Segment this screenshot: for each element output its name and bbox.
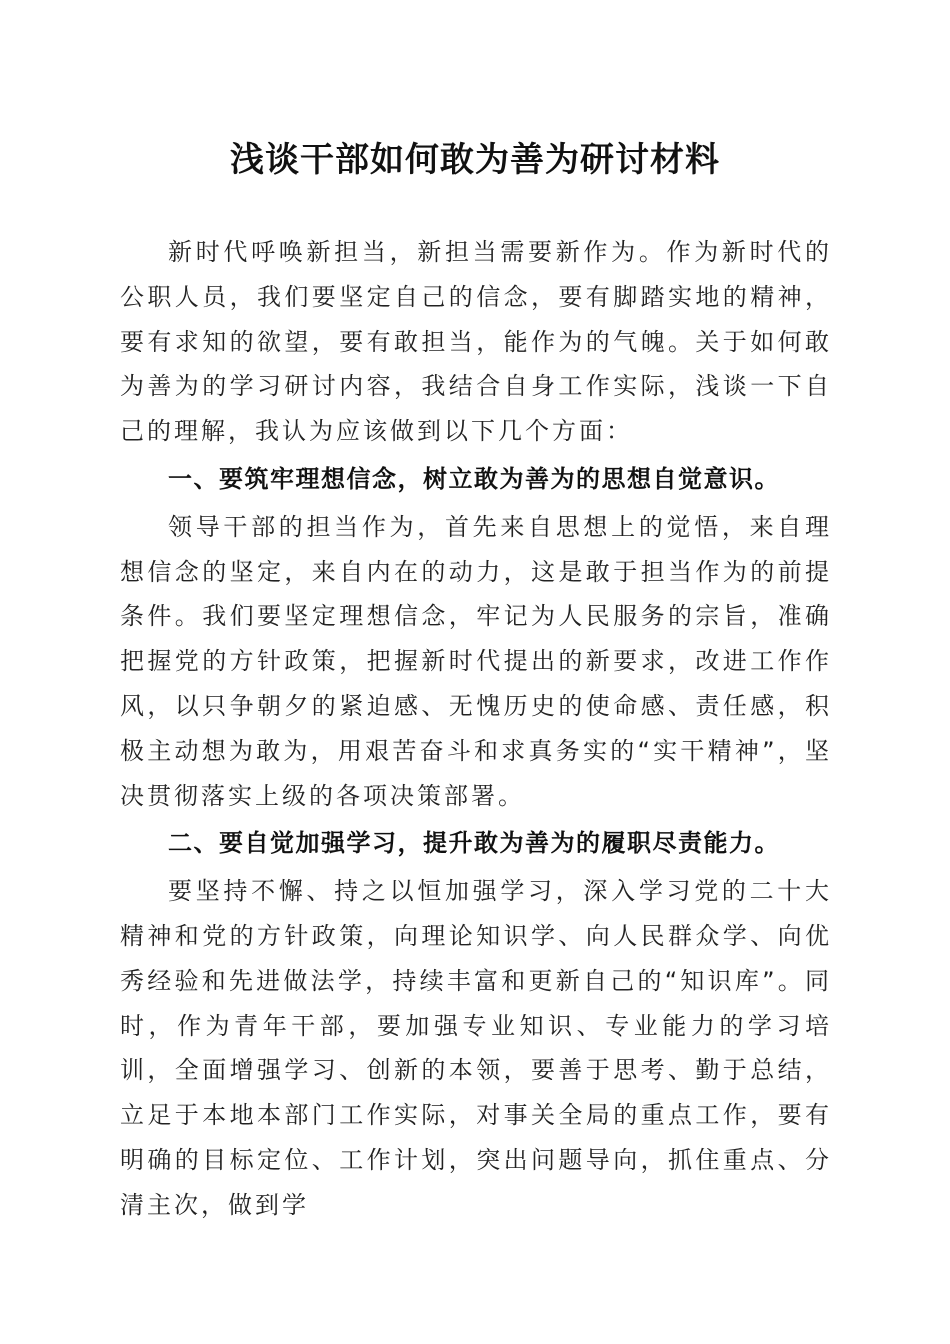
section-heading-1: 一、要筑牢理想信念，树立敢为善为的思想自觉意识。 xyxy=(168,464,780,493)
section-1-paragraph: 领导干部的担当作为，首先来自思想上的觉悟，来自理想信念的坚定，来自内在的动力，这是敢于担当作为的前提条件。我们要坚定理想信念，牢记为人民服务的宗旨，准确把握党的方针政策，把握新时代提出的新要求，改进工作作风，以只争朝夕的紧迫感、无愧历史的使命感、责任感，积极主动想为敢为，用艰苦奋斗和求真务实的“实干精神”，坚决贯彻落实上级的各项决策部署。 xyxy=(120,512,832,810)
document-title: 浅谈干部如何敢为善为研讨材料 xyxy=(230,140,720,180)
section-heading-2: 二、要自觉加强学习，提升敢为善为的履职尽责能力。 xyxy=(168,829,780,858)
document-body xyxy=(120,230,832,1228)
intro-paragraph: 新时代呼唤新担当，新担当需要新作为。作为新时代的公职人员，我们要坚定自己的信念，要有脚踏实地的精神，要有求知的欲望，要有敢担当，能作为的气魄。关于如何敢为善为的学习研讨内容，我结合自身工作实际，浅谈一下自己的理解，我认为应该做到以下几个方面： xyxy=(120,238,832,446)
section-2-paragraph: 要坚持不懈、持之以恒加强学习，深入学习党的二十大精神和党的方针政策，向理论知识学、向人民群众学、向优秀经验和先进做法学，持续丰富和更新自己的“知识库”。同时，作为青年干部，要加强专业知识、专业能力的学习培训，全面增强学习、创新的本领，要善于思考、勤于总结，立足于本地本部门工作实际，对事关全局的重点工作，要有明确的目标定位、工作计划，突出问题导向，抓住重点、分清主次，做到学 xyxy=(120,877,832,1219)
